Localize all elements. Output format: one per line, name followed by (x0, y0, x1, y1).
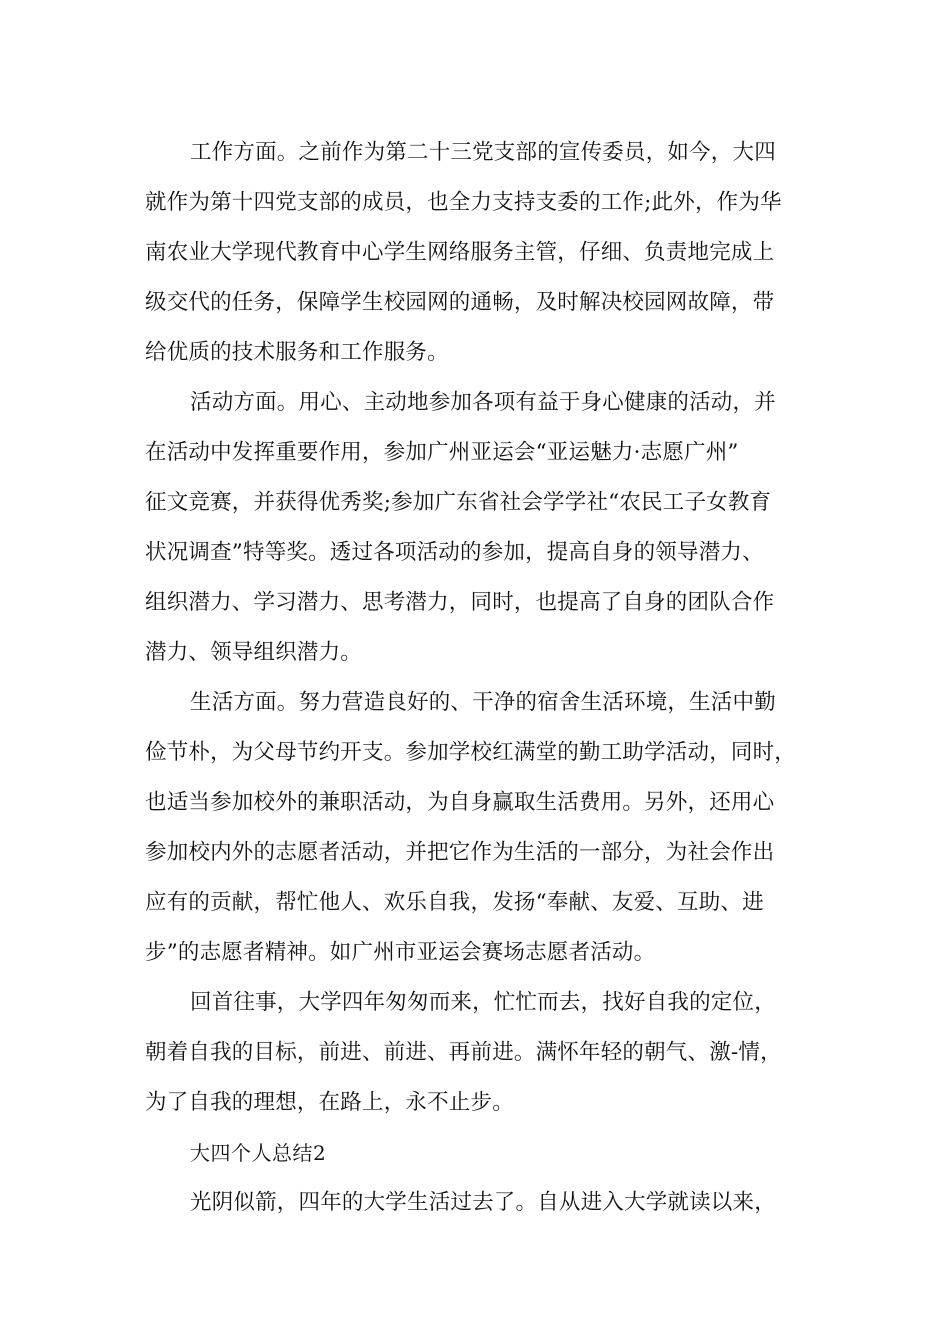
text-line: 也适当参加校外的兼职活动，为自身赢取生活费用。另外，还用心 (145, 790, 775, 815)
text-line: 俭节朴，为父母节约开支。参加学校红满堂的勤工助学活动，同时， (145, 740, 797, 765)
text-line: 组织潜力、学习潜力、思考潜力，同时，也提高了自身的团队合作 (145, 590, 775, 615)
text-line: 征文竞赛，并获得优秀奖;参加广东省社会学学社“农民工子女教育 (145, 490, 772, 515)
text-line: 南农业大学现代教育中心学生网络服务主管，仔细、负责地完成上 (145, 240, 775, 265)
text-line: 生活方面。努力营造良好的、干净的宿舍生活环境，生活中勤 (190, 690, 776, 715)
text-line: 级交代的任务，保障学生校园网的通畅，及时解决校园网故障，带 (145, 290, 775, 315)
text-line: 就作为第十四党支部的成员，也全力支持支委的工作;此外，作为华 (145, 190, 782, 215)
paragraph-summary-2-start (145, 1178, 810, 1228)
text-line: 为了自我的理想，在路上，永不止步。 (145, 1090, 514, 1115)
text-line: 在活动中发挥重要作用，参加广州亚运会“亚运魅力·志愿广州” (145, 440, 739, 465)
text-line: 状况调查”特等奖。透过各项活动的参加，提高自身的领导潜力、 (145, 540, 764, 565)
document-body (145, 128, 810, 1228)
section-heading: 大四个人总结2 (190, 1141, 327, 1165)
text-line: 给优质的技术服务和工作服务。 (145, 340, 449, 365)
text-line: 步”的志愿者精神。如广州市亚运会赛场志愿者活动。 (145, 940, 656, 965)
text-line: 活动方面。用心、主动地参加各项有益于身心健康的活动，并 (190, 390, 776, 415)
text-line: 光阴似箭，四年的大学生活过去了。自从进入大学就读以来， (190, 1190, 776, 1215)
text-line: 朝着自我的目标，前进、前进、再前进。满怀年轻的朝气、激-情， (145, 1040, 782, 1065)
paragraph-work (145, 128, 810, 378)
paragraph-retrospect (145, 978, 810, 1128)
text-line: 应有的贡献，帮忙他人、欢乐自我，发扬“奉献、友爱、互助、进 (145, 890, 764, 915)
paragraph-activities (145, 378, 810, 678)
text-line: 参加校内外的志愿者活动，并把它作为生活的一部分，为社会作出 (145, 840, 775, 865)
paragraph-life (145, 678, 810, 978)
text-line: 工作方面。之前作为第二十三党支部的宣传委员，如今，大四 (190, 140, 776, 165)
text-line: 回首往事，大学四年匆匆而来，忙忙而去，找好自我的定位， (190, 990, 776, 1015)
text-line: 潜力、领导组织潜力。 (145, 640, 363, 665)
